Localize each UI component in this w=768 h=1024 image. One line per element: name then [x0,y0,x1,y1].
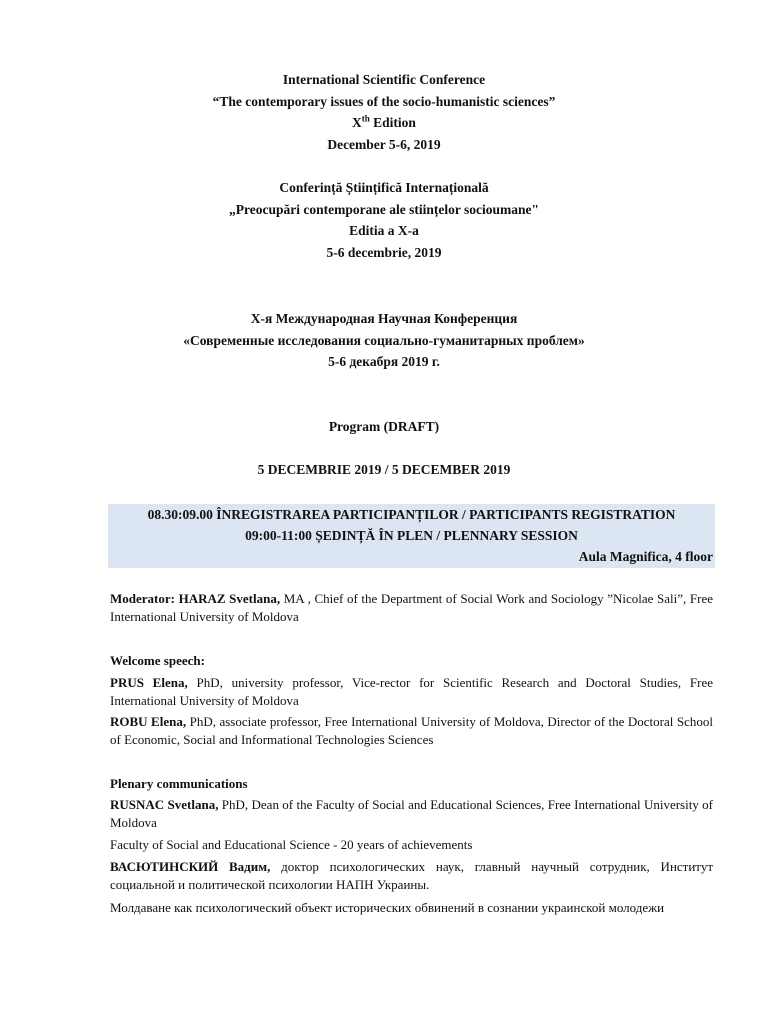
edition-ro: Editia a X-a [349,223,419,238]
plenary-speaker-1: RUSNAC Svetlana, PhD, Dean of the Faculty of Social and Educational Sciences, Free International University of Moldova [110,797,714,830]
plenary-speaker-2: ВАСЮТИНСКИЙ Вадим, доктор психологических наук, главный научный сотрудник, Институт социальной и политической психологии НАПН Украины. [110,859,714,892]
edition-en: Xth Edition [352,113,416,130]
conference-title-ro: Conferință Științifică Internațională [279,180,489,195]
conference-date-ro: 5-6 decembrie, 2019 [326,244,442,260]
plenary-topic-1: Faculty of Social and Educational Science - 20 years of achievements [110,837,473,852]
title-block-english [60,69,708,155]
conference-title-en: International Scientific Conference [282,72,486,87]
conference-theme-en: “The contemporary issues of the socio-humanistic sciences” [212,93,556,109]
conference-date-ru: 5-6 декабря 2019 г. [328,354,440,369]
moderator-paragraph: Moderator: HARAZ Svetlana, MA , Chief of the Department of Social Work and Sociology ”Nicolae Sali”, Free International University of Moldova [110,591,713,624]
session-room: Aula Magnifica, 4 floor [578,549,713,564]
session-header-band [108,504,715,568]
welcome-speaker-2: ROBU Elena, PhD, associate professor, Free International University of Moldova, Director of the Doctoral School of Economic, Social and Informational Technologies Sciences [110,714,713,747]
title-block-romanian [60,177,708,263]
welcome-heading: Welcome speech: [110,653,205,668]
conference-theme-ro: „Preocupări contemporane ale stiințelor socioumane" [229,201,539,217]
program-title: Program (DRAFT) [328,419,440,434]
welcome-speaker-1: PRUS Elena, PhD, university professor, Vice-rector for Scientific Research and Doctoral Studies, Free International University of Moldova [110,675,713,708]
plenary-session-row: 09:00-11:00 ȘEDINȚĂ ÎN PLEN / PLENNARY SESSION [245,528,578,543]
conference-theme-ru: «Современные исследования социально-гуманитарных проблем» [183,332,585,348]
title-block-russian [60,308,708,373]
conference-title-ru: Х-я Международная Научная Конференция [250,311,518,326]
plenary-heading: Plenary communications [110,776,248,791]
conference-date-en: December 5-6, 2019 [327,136,441,152]
plenary-topic-2: Молдаване как психологический объект исторических обвинений в сознании украинской молодежи [110,900,665,915]
registration-row: 08.30:09.00 ÎNREGISTRAREA PARTICIPANȚILOR / PARTICIPANTS REGISTRATION [147,507,676,522]
program-date: 5 DECEMBRIE 2019 / 5 DECEMBER 2019 [257,462,511,477]
